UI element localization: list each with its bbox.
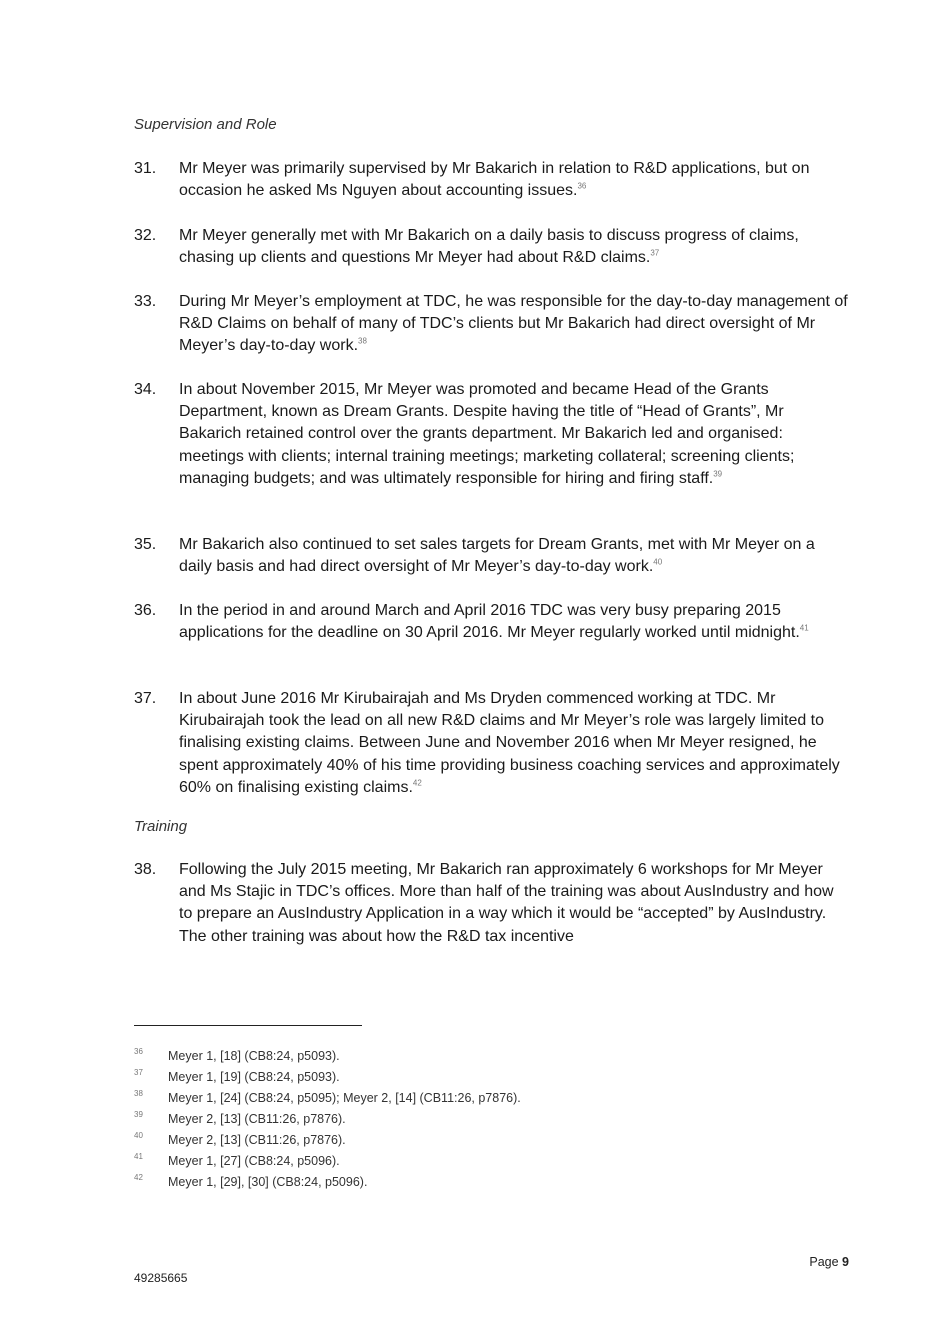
footnote [134,1070,734,1091]
paragraph-37 [134,688,849,799]
footnote-ref[interactable]: 42 [412,778,422,788]
footnote-ref[interactable]: 37 [650,248,660,258]
footnote-text: Meyer 2, [13] (CB11:26, p7876). [168,1133,346,1147]
footnote-number: 37 [134,1068,143,1077]
paragraph-32 [134,225,849,269]
paragraph-text: Mr Bakarich also continued to set sales targets for Dream Grants, met with Mr Meyer on a daily basis and had direct oversight of Mr Meyer’s day-to-day work. [179,536,815,576]
footnote-ref[interactable]: 39 [713,469,723,479]
footnote-ref[interactable]: 38 [358,337,367,347]
paragraph-text: Mr Meyer was primarily supervised by Mr Bakarich in relation to R&D applications, but on occasion he asked Ms Nguyen about accounting issues. [179,160,810,200]
paragraph-text: Mr Meyer generally met with Mr Bakarich on a daily basis to discuss progress of claims, chasing up clients and questions Mr Meyer had about R&D claims. [179,227,799,267]
paragraph-text: In about June 2016 Mr Kirubairajah and Ms Dryden commenced working at TDC. Mr Kirubairajah took the lead on all new R&D claims and Mr Meyer’s role was largely limited to finalising existing claims. Between June and November 2016 when Mr Meyer resigned, he spent approximately 40% of his time providing business coaching services and approximately 60% on finalising existing claims. [179,690,840,796]
paragraph-number: 38. [134,861,157,878]
footnote-text: Meyer 1, [27] (CB8:24, p5096). [168,1154,340,1168]
paragraph-text: During Mr Meyer’s employment at TDC, he was responsible for the day-to-day management of R&D Claims on behalf of many of TDC’s clients but Mr Bakarich had direct oversight of Mr Meyer’s day-to-day work. [179,293,848,355]
page-number-value: 9 [842,1255,849,1269]
footnote-number: 36 [134,1047,143,1056]
footnote-ref[interactable]: 40 [653,557,663,567]
section-heading-training: Training [134,818,188,835]
footnote-number: 40 [134,1131,143,1140]
paragraph-number: 35. [134,536,157,553]
paragraph-text: Following the July 2015 meeting, Mr Bakarich ran approximately 6 workshops for Mr Meyer and Ms Stajic in TDC’s offices. More than half of the training was about AusIndustry and how to prepare an AusIndustry Application in a way which it would be “accepted” by AusIndustry. The other training was about how the R&D tax incentive [179,861,834,945]
paragraph-number: 31. [134,160,157,177]
footnote [134,1175,734,1196]
paragraph-text: In about November 2015, Mr Meyer was promoted and became Head of the Grants Department, known as Dream Grants. Despite having the title of “Head of Grants”, Mr Bakarich retained control over the grants department. Mr Bakarich led and organised: meetings with clients; internal training meetings; marketing collateral; screening clients; managing budgets; and was ultimately responsible for hiring and firing staff. [179,381,795,487]
footnote-text: Meyer 1, [29], [30] (CB8:24, p5096). [168,1175,368,1189]
footnote [134,1091,734,1112]
footnote [134,1049,734,1070]
footnotes [134,1049,734,1196]
document-id: 49285665 [134,1271,188,1285]
paragraph-34 [134,379,849,490]
paragraph-number: 34. [134,381,157,398]
paragraph-text: In the period in and around March and April 2016 TDC was very busy preparing 2015 applications for the deadline on 30 April 2016. Mr Meyer regularly worked until midnight. [179,602,800,642]
paragraph-38 [134,859,849,948]
footnote-text: Meyer 1, [24] (CB8:24, p5095); Meyer 2, [14] (CB11:26, p7876). [168,1091,521,1105]
paragraph-33 [134,291,849,358]
footnote-number: 39 [134,1110,143,1119]
paragraph-number: 33. [134,293,157,310]
footnote-text: Meyer 2, [13] (CB11:26, p7876). [168,1112,346,1126]
paragraph-number: 36. [134,602,157,619]
footnote-separator [134,1025,362,1026]
footnote [134,1154,734,1175]
footnote-ref[interactable]: 36 [577,181,587,191]
footnote-number: 42 [134,1173,143,1182]
page-number [809,1255,849,1269]
footnote-ref[interactable]: 41 [799,623,809,633]
footnote-number: 38 [134,1089,143,1098]
paragraph-number: 37. [134,690,157,707]
footnote-text: Meyer 1, [19] (CB8:24, p5093). [168,1070,340,1084]
footnote [134,1133,734,1154]
footnote-text: Meyer 1, [18] (CB8:24, p5093). [168,1049,340,1063]
paragraph-number: 32. [134,227,157,244]
paragraph-31 [134,158,849,202]
footnote [134,1112,734,1133]
paragraph-36 [134,600,849,644]
paragraph-35 [134,534,849,578]
section-heading-supervision: Supervision and Role [134,116,277,133]
page-label: Page [809,1255,839,1269]
footnote-number: 41 [134,1152,143,1161]
